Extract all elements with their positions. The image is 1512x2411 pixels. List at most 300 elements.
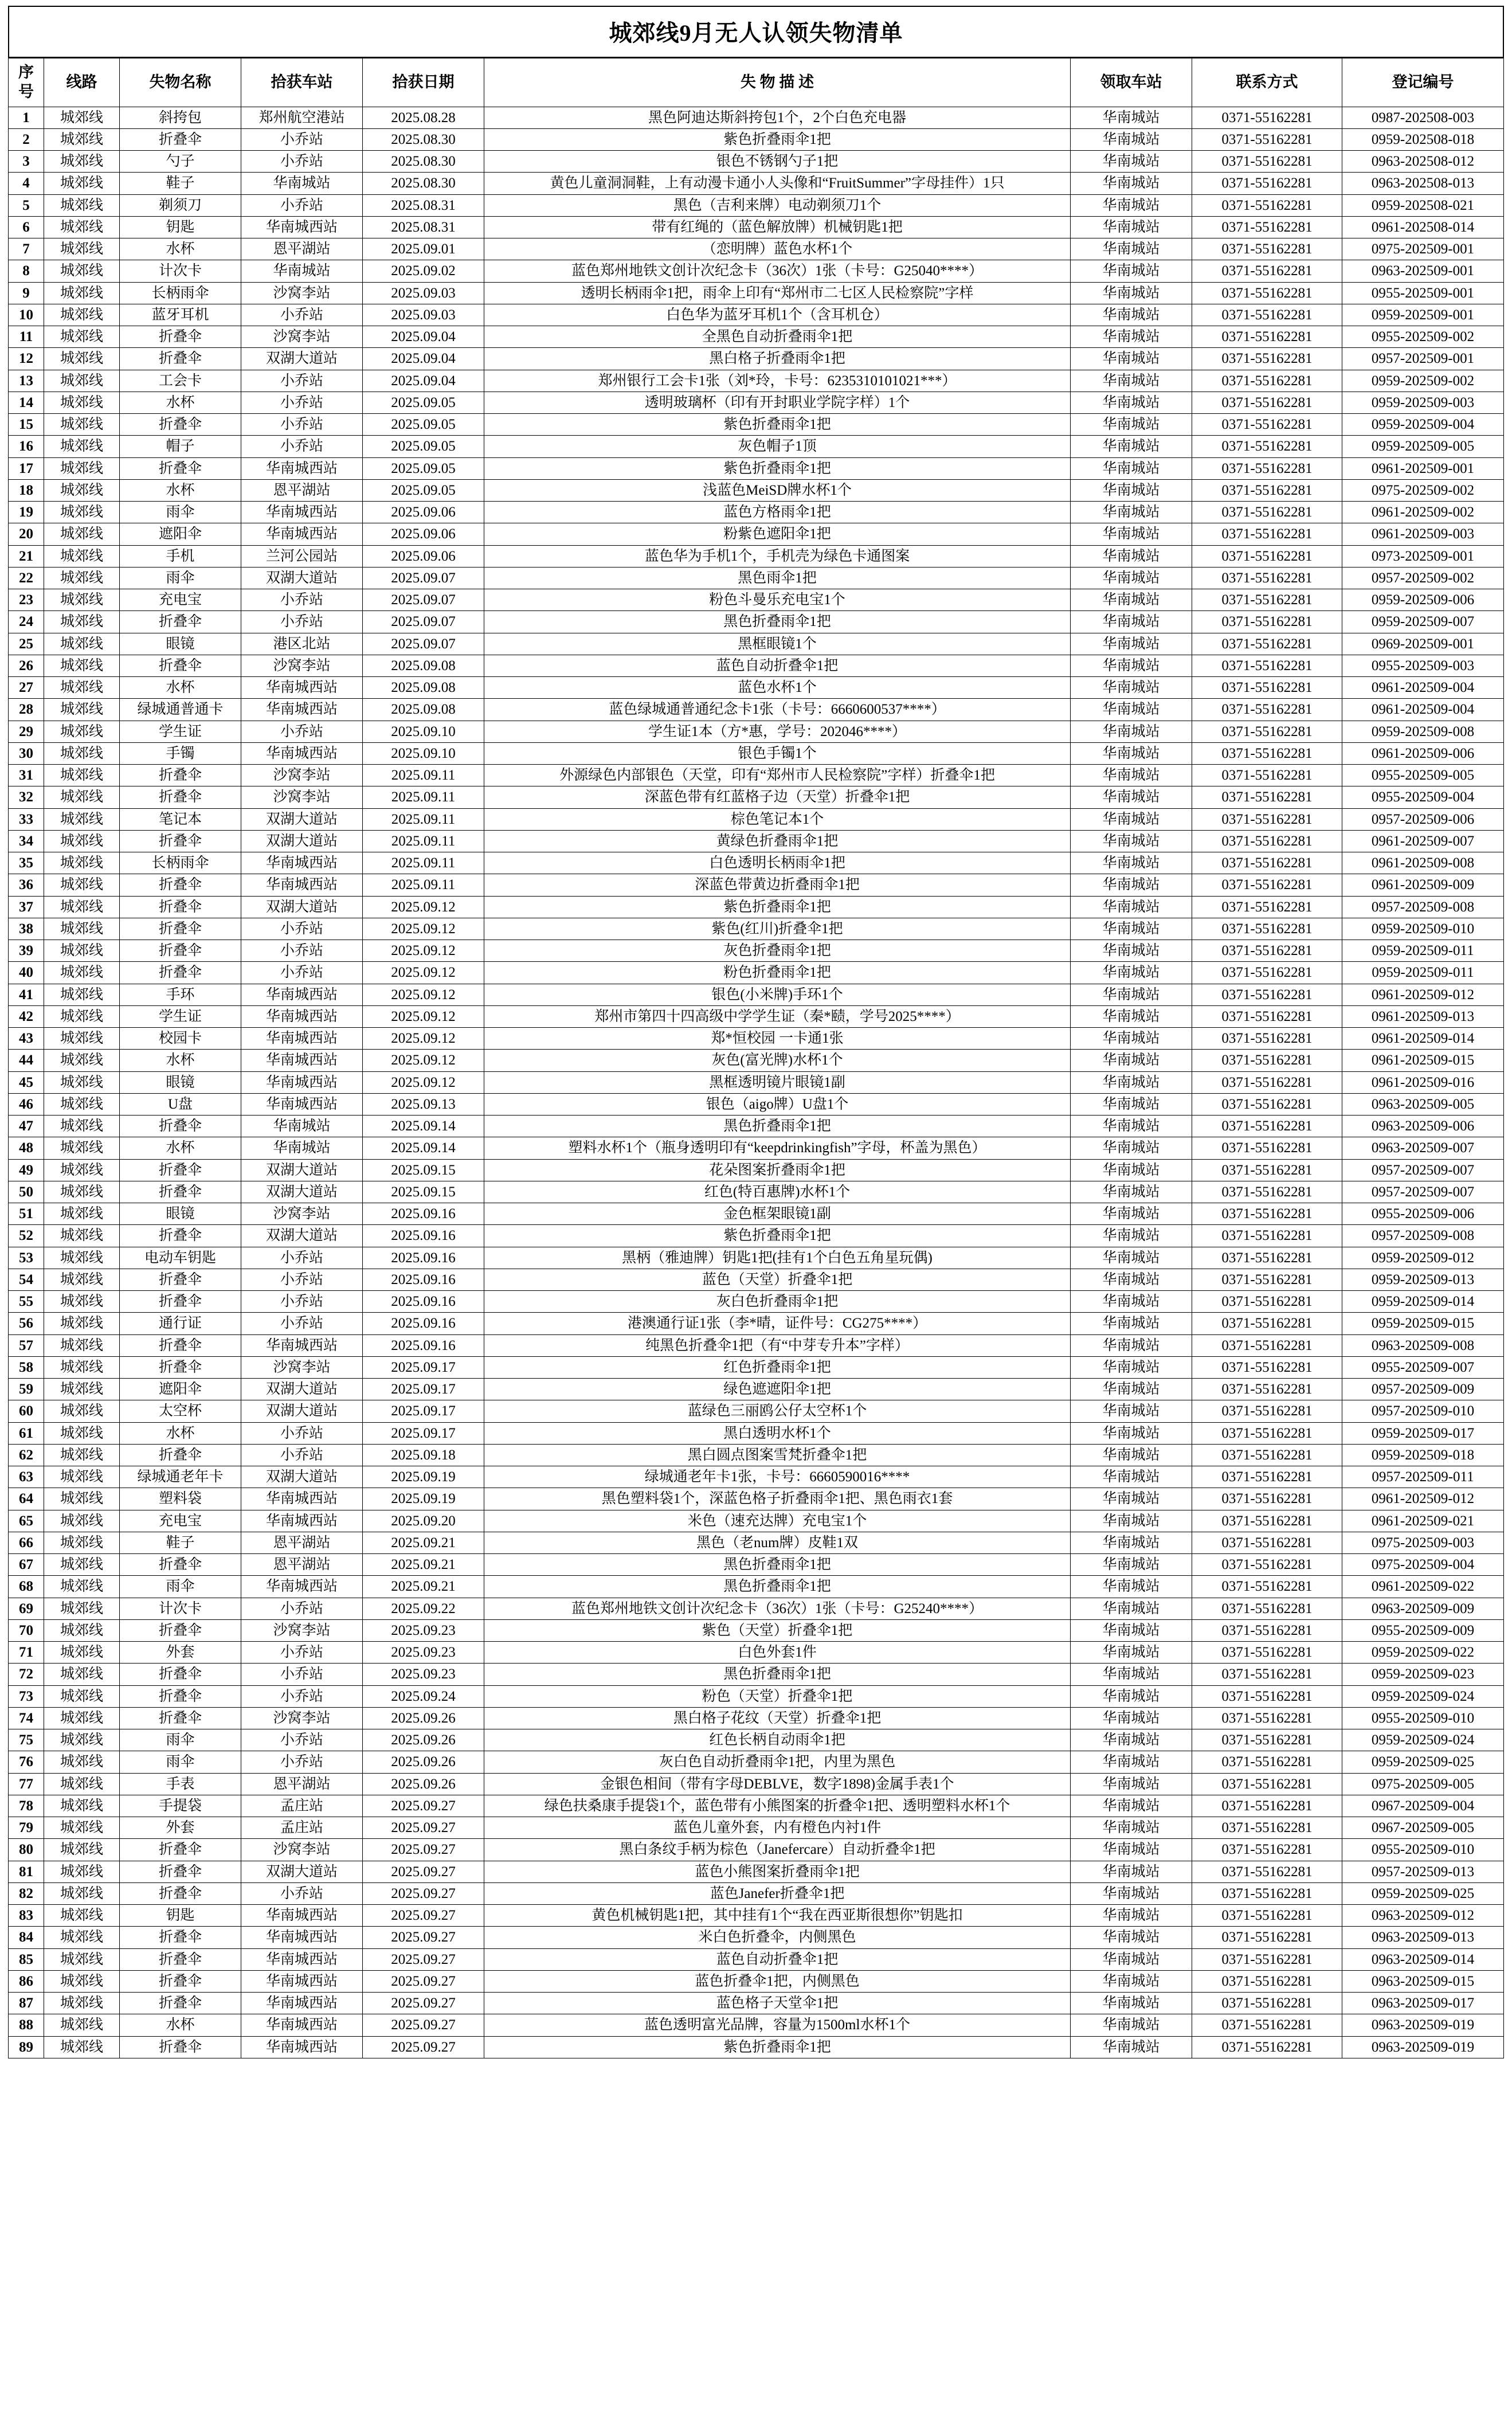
cell-pickup-date: 2025.09.27 (363, 1927, 484, 1948)
cell-claim-station: 华南城站 (1071, 1203, 1192, 1225)
cell-claim-station: 华南城站 (1071, 1005, 1192, 1027)
cell-pickup-date: 2025.09.17 (363, 1379, 484, 1400)
cell-pickup-date: 2025.09.05 (363, 436, 484, 457)
cell-registration-number: 0959-202509-012 (1342, 1247, 1504, 1269)
cell-registration-number: 0957-202509-006 (1342, 808, 1504, 830)
table-row (9, 1334, 1504, 1356)
table-row (9, 2036, 1504, 2058)
cell-claim-station: 华南城站 (1071, 1993, 1192, 2014)
cell-index: 61 (9, 1422, 44, 1444)
cell-pickup-date: 2025.09.16 (363, 1313, 484, 1334)
cell-index: 63 (9, 1466, 44, 1488)
cell-index: 26 (9, 655, 44, 676)
cell-registration-number: 0957-202509-001 (1342, 348, 1504, 370)
cell-registration-number: 0969-202509-001 (1342, 633, 1504, 655)
cell-pickup-station: 小乔站 (241, 1664, 363, 1685)
table-row (9, 1576, 1504, 1598)
cell-pickup-date: 2025.09.21 (363, 1576, 484, 1598)
cell-pickup-station: 小乔站 (241, 962, 363, 984)
cell-item-name: 折叠伞 (120, 765, 241, 786)
cell-claim-station: 华南城站 (1071, 304, 1192, 326)
cell-index: 66 (9, 1532, 44, 1553)
table-row (9, 699, 1504, 721)
table-row (9, 589, 1504, 611)
cell-index: 53 (9, 1247, 44, 1269)
cell-contact: 0371-55162281 (1192, 392, 1342, 413)
table-row (9, 1269, 1504, 1290)
cell-pickup-date: 2025.09.03 (363, 304, 484, 326)
cell-contact: 0371-55162281 (1192, 370, 1342, 392)
cell-index: 65 (9, 1510, 44, 1532)
cell-item-name: 折叠伞 (120, 348, 241, 370)
table-row (9, 370, 1504, 392)
column-header-pickup-date: 拾获日期 (363, 58, 484, 107)
cell-line: 城郊线 (44, 370, 120, 392)
cell-line: 城郊线 (44, 611, 120, 633)
table-body (9, 107, 1504, 2058)
cell-claim-station: 华南城站 (1071, 260, 1192, 282)
cell-pickup-station: 小乔站 (241, 194, 363, 216)
table-row (9, 1905, 1504, 1927)
cell-pickup-station: 沙窝李站 (241, 1619, 363, 1641)
cell-item-name: 折叠伞 (120, 1948, 241, 1970)
cell-description: 紫色（天堂）折叠伞1把 (484, 1619, 1071, 1641)
cell-line: 城郊线 (44, 1159, 120, 1181)
cell-index: 68 (9, 1576, 44, 1598)
cell-item-name: 学生证 (120, 1005, 241, 1027)
cell-index: 77 (9, 1773, 44, 1795)
cell-pickup-station: 孟庄站 (241, 1795, 363, 1817)
cell-pickup-date: 2025.09.03 (363, 282, 484, 304)
cell-claim-station: 华南城站 (1071, 1247, 1192, 1269)
cell-description: 黑色折叠雨伞1把 (484, 1664, 1071, 1685)
table-row (9, 1751, 1504, 1773)
cell-claim-station: 华南城站 (1071, 1269, 1192, 1290)
cell-registration-number: 0959-202509-025 (1342, 1882, 1504, 1904)
cell-pickup-date: 2025.09.08 (363, 699, 484, 721)
cell-claim-station: 华南城站 (1071, 1882, 1192, 1904)
cell-line: 城郊线 (44, 1576, 120, 1598)
cell-pickup-date: 2025.09.17 (363, 1356, 484, 1378)
column-header-claim-station: 领取车站 (1071, 58, 1192, 107)
cell-pickup-date: 2025.09.26 (363, 1729, 484, 1751)
cell-contact: 0371-55162281 (1192, 611, 1342, 633)
cell-claim-station: 华南城站 (1071, 1116, 1192, 1137)
cell-index: 19 (9, 502, 44, 523)
cell-item-name: 手环 (120, 984, 241, 1005)
cell-pickup-station: 恩平湖站 (241, 1532, 363, 1553)
cell-line: 城郊线 (44, 1685, 120, 1707)
cell-registration-number: 0961-202509-001 (1342, 457, 1504, 479)
cell-pickup-station: 华南城西站 (241, 1510, 363, 1532)
cell-claim-station: 华南城站 (1071, 721, 1192, 742)
cell-line: 城郊线 (44, 896, 120, 918)
cell-description: 棕色笔记本1个 (484, 808, 1071, 830)
cell-registration-number: 0957-202509-009 (1342, 1379, 1504, 1400)
cell-registration-number: 0961-202509-008 (1342, 852, 1504, 874)
cell-item-name: 遮阳伞 (120, 1379, 241, 1400)
cell-registration-number: 0963-202509-015 (1342, 1970, 1504, 1992)
cell-contact: 0371-55162281 (1192, 765, 1342, 786)
cell-claim-station: 华南城站 (1071, 1554, 1192, 1576)
cell-index: 60 (9, 1400, 44, 1422)
cell-contact: 0371-55162281 (1192, 1356, 1342, 1378)
cell-pickup-station: 华南城西站 (241, 502, 363, 523)
cell-description: 郑*恒校园 一卡通1张 (484, 1028, 1071, 1050)
cell-contact: 0371-55162281 (1192, 940, 1342, 962)
cell-item-name: 折叠伞 (120, 1839, 241, 1861)
cell-line: 城郊线 (44, 1664, 120, 1685)
cell-contact: 0371-55162281 (1192, 830, 1342, 852)
cell-pickup-date: 2025.09.26 (363, 1751, 484, 1773)
table-row (9, 326, 1504, 348)
cell-registration-number: 0957-202509-007 (1342, 1159, 1504, 1181)
table-row (9, 1071, 1504, 1093)
cell-item-name: 水杯 (120, 1050, 241, 1071)
cell-contact: 0371-55162281 (1192, 1773, 1342, 1795)
cell-registration-number: 0975-202509-002 (1342, 479, 1504, 501)
cell-claim-station: 华南城站 (1071, 502, 1192, 523)
cell-item-name: 长柄雨伞 (120, 852, 241, 874)
cell-item-name: 折叠伞 (120, 896, 241, 918)
cell-index: 79 (9, 1817, 44, 1839)
cell-item-name: 雨伞 (120, 1751, 241, 1773)
cell-line: 城郊线 (44, 1927, 120, 1948)
table-row (9, 896, 1504, 918)
table-row (9, 984, 1504, 1005)
cell-pickup-station: 沙窝李站 (241, 1839, 363, 1861)
cell-registration-number: 0961-202509-021 (1342, 1510, 1504, 1532)
column-header-registration-number: 登记编号 (1342, 58, 1504, 107)
cell-index: 84 (9, 1927, 44, 1948)
cell-index: 3 (9, 151, 44, 173)
cell-item-name: 折叠伞 (120, 1664, 241, 1685)
cell-index: 88 (9, 2014, 44, 2036)
cell-pickup-date: 2025.09.16 (363, 1247, 484, 1269)
cell-item-name: 绿城通老年卡 (120, 1466, 241, 1488)
cell-registration-number: 0963-202509-006 (1342, 1116, 1504, 1137)
cell-line: 城郊线 (44, 1466, 120, 1488)
cell-registration-number: 0963-202509-001 (1342, 260, 1504, 282)
cell-claim-station: 华南城站 (1071, 940, 1192, 962)
cell-pickup-date: 2025.09.27 (363, 1817, 484, 1839)
cell-registration-number: 0963-202509-009 (1342, 1598, 1504, 1619)
cell-pickup-station: 恩平湖站 (241, 1773, 363, 1795)
cell-pickup-station: 华南城西站 (241, 2036, 363, 2058)
cell-index: 36 (9, 874, 44, 896)
cell-index: 42 (9, 1005, 44, 1027)
cell-pickup-station: 恩平湖站 (241, 238, 363, 260)
cell-index: 51 (9, 1203, 44, 1225)
cell-description: 粉色（天堂）折叠伞1把 (484, 1685, 1071, 1707)
cell-index: 30 (9, 742, 44, 764)
cell-pickup-date: 2025.09.06 (363, 523, 484, 545)
cell-line: 城郊线 (44, 1181, 120, 1203)
cell-contact: 0371-55162281 (1192, 128, 1342, 150)
cell-pickup-date: 2025.09.11 (363, 786, 484, 808)
cell-item-name: 计次卡 (120, 1598, 241, 1619)
table-row (9, 1247, 1504, 1269)
cell-description: 黑色折叠雨伞1把 (484, 1116, 1071, 1137)
cell-pickup-station: 华南城站 (241, 1137, 363, 1159)
cell-claim-station: 华南城站 (1071, 765, 1192, 786)
cell-line: 城郊线 (44, 940, 120, 962)
cell-registration-number: 0975-202509-005 (1342, 1773, 1504, 1795)
cell-registration-number: 0963-202509-007 (1342, 1137, 1504, 1159)
cell-line: 城郊线 (44, 107, 120, 128)
cell-pickup-date: 2025.09.17 (363, 1400, 484, 1422)
table-row (9, 523, 1504, 545)
cell-line: 城郊线 (44, 502, 120, 523)
table-row (9, 1619, 1504, 1641)
cell-registration-number: 0961-202508-014 (1342, 216, 1504, 238)
cell-contact: 0371-55162281 (1192, 1861, 1342, 1882)
cell-contact: 0371-55162281 (1192, 962, 1342, 984)
cell-item-name: 工会卡 (120, 370, 241, 392)
cell-registration-number: 0963-202508-012 (1342, 151, 1504, 173)
cell-registration-number: 0959-202509-010 (1342, 918, 1504, 940)
cell-claim-station: 华南城站 (1071, 742, 1192, 764)
cell-line: 城郊线 (44, 655, 120, 676)
cell-index: 55 (9, 1291, 44, 1313)
table-row (9, 194, 1504, 216)
cell-registration-number: 0959-202509-023 (1342, 1664, 1504, 1685)
cell-claim-station: 华南城站 (1071, 326, 1192, 348)
cell-pickup-station: 华南城站 (241, 1116, 363, 1137)
cell-pickup-station: 小乔站 (241, 1291, 363, 1313)
cell-line: 城郊线 (44, 1116, 120, 1137)
cell-index: 56 (9, 1313, 44, 1334)
table-row (9, 173, 1504, 194)
cell-contact: 0371-55162281 (1192, 1269, 1342, 1290)
cell-contact: 0371-55162281 (1192, 699, 1342, 721)
cell-pickup-date: 2025.09.11 (363, 808, 484, 830)
table-row (9, 742, 1504, 764)
cell-line: 城郊线 (44, 2036, 120, 2058)
cell-item-name: 斜挎包 (120, 107, 241, 128)
cell-registration-number: 0963-202509-005 (1342, 1093, 1504, 1115)
cell-pickup-station: 华南城西站 (241, 2014, 363, 2036)
cell-registration-number: 0955-202509-002 (1342, 326, 1504, 348)
cell-line: 城郊线 (44, 1642, 120, 1664)
cell-description: 银色(小米牌)手环1个 (484, 984, 1071, 1005)
cell-description: 塑料水杯1个（瓶身透明印有“keepdrinkingfish”字母，杯盖为黑色） (484, 1137, 1071, 1159)
cell-claim-station: 华南城站 (1071, 238, 1192, 260)
table-row (9, 786, 1504, 808)
cell-pickup-station: 华南城西站 (241, 677, 363, 699)
cell-registration-number: 0959-202509-024 (1342, 1685, 1504, 1707)
table-row (9, 457, 1504, 479)
cell-registration-number: 0967-202509-005 (1342, 1817, 1504, 1839)
cell-pickup-station: 华南城西站 (241, 699, 363, 721)
cell-pickup-date: 2025.09.27 (363, 1839, 484, 1861)
cell-description: 外源绿色内部银色（天堂，印有“郑州市人民检察院”字样）折叠伞1把 (484, 765, 1071, 786)
cell-description: 黑白透明水杯1个 (484, 1422, 1071, 1444)
cell-pickup-date: 2025.09.11 (363, 852, 484, 874)
cell-contact: 0371-55162281 (1192, 1159, 1342, 1181)
cell-registration-number: 0955-202509-004 (1342, 786, 1504, 808)
cell-index: 70 (9, 1619, 44, 1641)
cell-registration-number: 0959-202509-004 (1342, 414, 1504, 436)
cell-pickup-date: 2025.09.07 (363, 633, 484, 655)
cell-claim-station: 华南城站 (1071, 1664, 1192, 1685)
cell-pickup-station: 小乔站 (241, 392, 363, 413)
cell-description: 黑白条纹手柄为棕色（Janefercare）自动折叠伞1把 (484, 1839, 1071, 1861)
cell-line: 城郊线 (44, 742, 120, 764)
cell-description: 粉紫色遮阳伞1把 (484, 523, 1071, 545)
cell-contact: 0371-55162281 (1192, 1466, 1342, 1488)
cell-pickup-station: 小乔站 (241, 414, 363, 436)
cell-description: 白色华为蓝牙耳机1个（含耳机仓） (484, 304, 1071, 326)
table-row (9, 304, 1504, 326)
cell-pickup-date: 2025.08.30 (363, 151, 484, 173)
cell-pickup-date: 2025.09.04 (363, 348, 484, 370)
cell-claim-station: 华南城站 (1071, 216, 1192, 238)
cell-claim-station: 华南城站 (1071, 1970, 1192, 1992)
cell-item-name: 折叠伞 (120, 457, 241, 479)
cell-line: 城郊线 (44, 348, 120, 370)
cell-line: 城郊线 (44, 1334, 120, 1356)
cell-claim-station: 华南城站 (1071, 107, 1192, 128)
cell-pickup-station: 小乔站 (241, 128, 363, 150)
cell-registration-number: 0963-202509-019 (1342, 2036, 1504, 2058)
cell-registration-number: 0967-202509-004 (1342, 1795, 1504, 1817)
cell-pickup-date: 2025.09.05 (363, 479, 484, 501)
cell-item-name: 折叠伞 (120, 1993, 241, 2014)
cell-registration-number: 0959-202509-006 (1342, 589, 1504, 611)
cell-pickup-station: 华南城西站 (241, 216, 363, 238)
cell-contact: 0371-55162281 (1192, 1948, 1342, 1970)
cell-line: 城郊线 (44, 1773, 120, 1795)
cell-pickup-date: 2025.09.17 (363, 1422, 484, 1444)
cell-contact: 0371-55162281 (1192, 348, 1342, 370)
cell-description: 绿色扶桑康手提袋1个，蓝色带有小熊图案的折叠伞1把、透明塑料水杯1个 (484, 1795, 1071, 1817)
table-row (9, 830, 1504, 852)
cell-item-name: 折叠伞 (120, 611, 241, 633)
cell-description: 蓝色折叠伞1把，内侧黑色 (484, 1970, 1071, 1992)
cell-index: 64 (9, 1488, 44, 1510)
cell-description: 黄绿色折叠雨伞1把 (484, 830, 1071, 852)
cell-claim-station: 华南城站 (1071, 1181, 1192, 1203)
cell-pickup-station: 沙窝李站 (241, 765, 363, 786)
cell-pickup-date: 2025.09.12 (363, 984, 484, 1005)
table-row (9, 1093, 1504, 1115)
cell-line: 城郊线 (44, 1379, 120, 1400)
cell-registration-number: 0959-202509-015 (1342, 1313, 1504, 1334)
cell-item-name: 雨伞 (120, 1576, 241, 1598)
cell-contact: 0371-55162281 (1192, 1576, 1342, 1598)
cell-description: 银色手镯1个 (484, 742, 1071, 764)
cell-description: 港澳通行证1张（李*晴，证件号：CG275****） (484, 1313, 1071, 1334)
cell-contact: 0371-55162281 (1192, 918, 1342, 940)
cell-line: 城郊线 (44, 852, 120, 874)
cell-pickup-station: 沙窝李站 (241, 282, 363, 304)
cell-description: 紫色折叠雨伞1把 (484, 896, 1071, 918)
cell-description: 蓝色儿童外套，内有橙色内衬1件 (484, 1817, 1071, 1839)
cell-description: 黑白格子花纹（天堂）折叠伞1把 (484, 1707, 1071, 1729)
table-row (9, 1993, 1504, 2014)
cell-description: 红色长柄自动雨伞1把 (484, 1729, 1071, 1751)
cell-item-name: 折叠伞 (120, 128, 241, 150)
cell-index: 86 (9, 1970, 44, 1992)
cell-pickup-date: 2025.09.27 (363, 1795, 484, 1817)
cell-pickup-station: 沙窝李站 (241, 786, 363, 808)
cell-description: 纯黑色折叠伞1把（有“中芽专升本”字样） (484, 1334, 1071, 1356)
cell-contact: 0371-55162281 (1192, 523, 1342, 545)
cell-contact: 0371-55162281 (1192, 436, 1342, 457)
cell-pickup-station: 小乔站 (241, 1313, 363, 1334)
cell-pickup-date: 2025.09.27 (363, 1861, 484, 1882)
cell-contact: 0371-55162281 (1192, 1422, 1342, 1444)
cell-pickup-station: 小乔站 (241, 1729, 363, 1751)
cell-index: 62 (9, 1444, 44, 1466)
cell-registration-number: 0961-202509-022 (1342, 1576, 1504, 1598)
table-row (9, 216, 1504, 238)
table-row (9, 808, 1504, 830)
cell-pickup-date: 2025.09.27 (363, 1882, 484, 1904)
cell-claim-station: 华南城站 (1071, 1356, 1192, 1378)
cell-pickup-date: 2025.09.27 (363, 1905, 484, 1927)
cell-item-name: 眼镜 (120, 1071, 241, 1093)
column-header-description: 失 物 描 述 (484, 58, 1071, 107)
cell-pickup-date: 2025.09.12 (363, 1050, 484, 1071)
cell-index: 28 (9, 699, 44, 721)
cell-index: 47 (9, 1116, 44, 1137)
cell-pickup-station: 双湖大道站 (241, 1466, 363, 1488)
cell-index: 50 (9, 1181, 44, 1203)
cell-pickup-station: 小乔站 (241, 589, 363, 611)
cell-description: 黄色儿童洞洞鞋，上有动漫卡通小人头像和“FruitSummer”字母挂件）1只 (484, 173, 1071, 194)
cell-pickup-station: 小乔站 (241, 1247, 363, 1269)
cell-index: 46 (9, 1093, 44, 1115)
cell-pickup-date: 2025.09.21 (363, 1554, 484, 1576)
cell-line: 城郊线 (44, 1488, 120, 1510)
cell-line: 城郊线 (44, 216, 120, 238)
cell-contact: 0371-55162281 (1192, 874, 1342, 896)
cell-item-name: 折叠伞 (120, 1181, 241, 1203)
cell-pickup-date: 2025.09.08 (363, 655, 484, 676)
cell-line: 城郊线 (44, 765, 120, 786)
cell-index: 9 (9, 282, 44, 304)
cell-line: 城郊线 (44, 1619, 120, 1641)
cell-registration-number: 0959-202509-013 (1342, 1269, 1504, 1290)
cell-description: 郑州银行工会卡1张（刘*玲，卡号：6235310101021***） (484, 370, 1071, 392)
table-row (9, 611, 1504, 633)
cell-pickup-date: 2025.09.21 (363, 1532, 484, 1553)
cell-line: 城郊线 (44, 1839, 120, 1861)
cell-line: 城郊线 (44, 1400, 120, 1422)
cell-pickup-station: 双湖大道站 (241, 1379, 363, 1400)
cell-claim-station: 华南城站 (1071, 1685, 1192, 1707)
cell-item-name: 折叠伞 (120, 1707, 241, 1729)
cell-contact: 0371-55162281 (1192, 1839, 1342, 1861)
cell-pickup-station: 沙窝李站 (241, 326, 363, 348)
cell-index: 14 (9, 392, 44, 413)
cell-index: 24 (9, 611, 44, 633)
cell-pickup-date: 2025.09.19 (363, 1466, 484, 1488)
cell-index: 6 (9, 216, 44, 238)
cell-registration-number: 0955-202509-009 (1342, 1619, 1504, 1641)
cell-claim-station: 华南城站 (1071, 392, 1192, 413)
table-row (9, 1817, 1504, 1839)
cell-pickup-station: 恩平湖站 (241, 1554, 363, 1576)
cell-contact: 0371-55162281 (1192, 1707, 1342, 1729)
cell-registration-number: 0959-202509-002 (1342, 370, 1504, 392)
column-header-item-name: 失物名称 (120, 58, 241, 107)
cell-line: 城郊线 (44, 479, 120, 501)
cell-item-name: 充电宝 (120, 1510, 241, 1532)
cell-claim-station: 华南城站 (1071, 1028, 1192, 1050)
